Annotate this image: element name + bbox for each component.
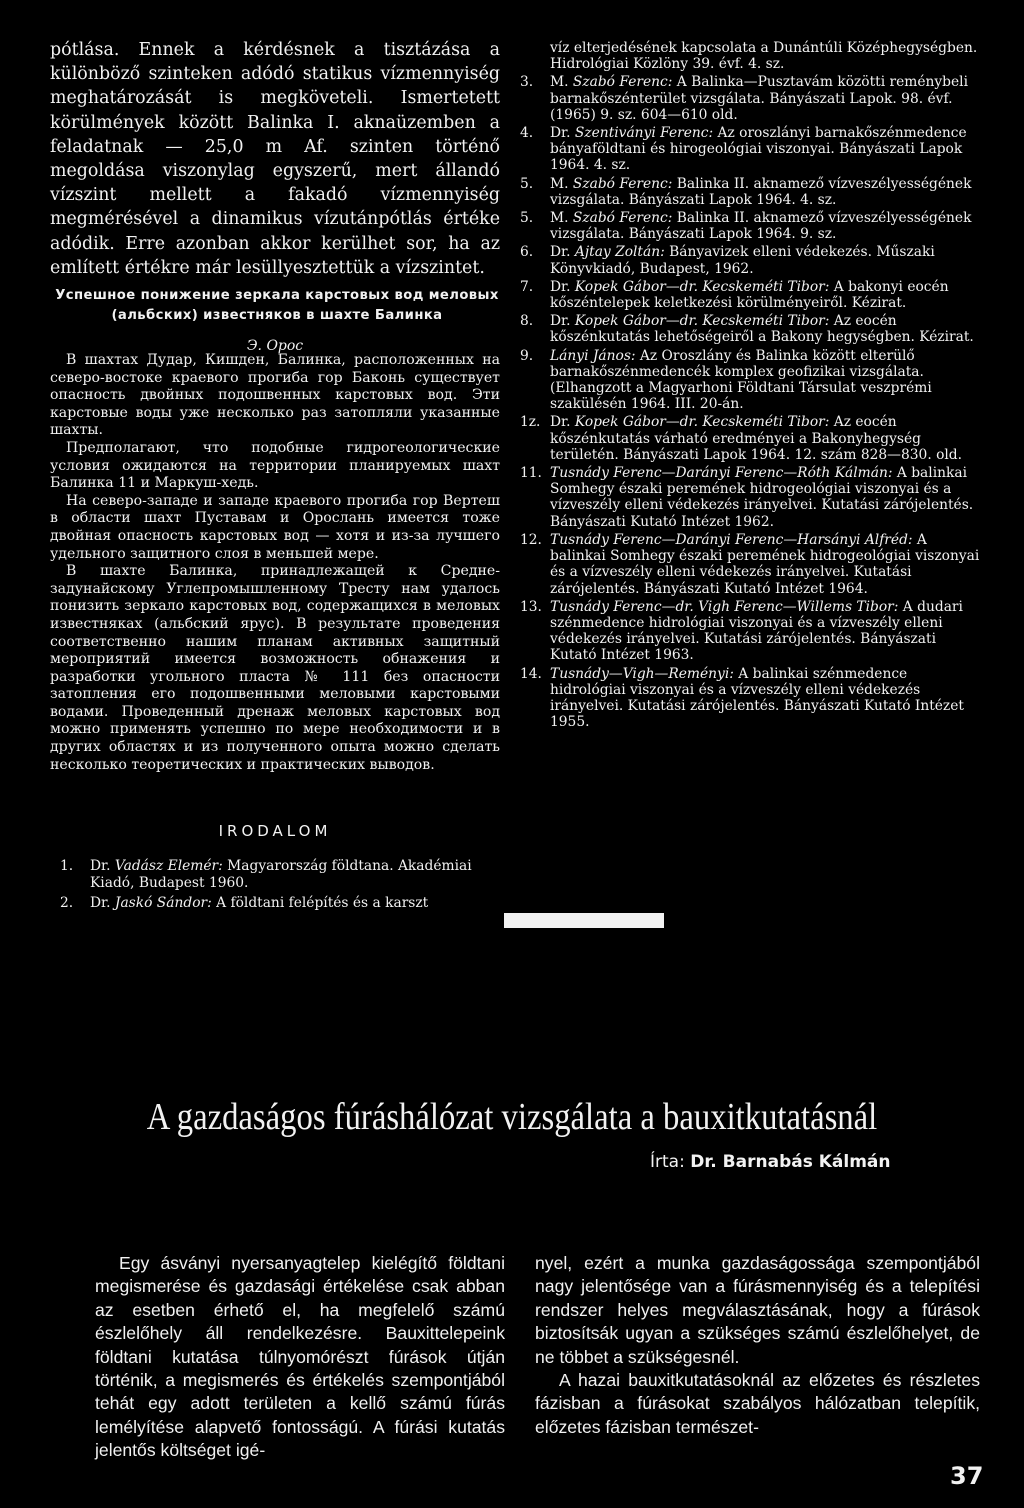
reference-author: Szabó Ferenc:: [572, 74, 673, 91]
reference-text: [550, 532, 980, 597]
references-heading: IRODALOM: [218, 822, 332, 840]
reference-number: 1.: [60, 858, 74, 874]
reference-item: [520, 465, 980, 530]
author-name: Dr. Barnabás Kálmán: [690, 1152, 891, 1172]
reference-item: [520, 74, 980, 123]
reference-author: Lányi János:: [550, 347, 636, 364]
reference-text: [550, 210, 980, 242]
reference-author: Tusnády Ferenc—dr. Vigh Ferenc—Willems Tibor:: [550, 598, 899, 615]
reference-item: [520, 532, 980, 597]
paragraph: В шахтах Дудар, Кишден, Балинка, расположенных на северо-востоке краевого прогиба гор Баконь существует опасность двойных подошвенных карстовых вод. Эти карстовые воды уже несколько раз затопляли указанные шахты.: [50, 352, 500, 439]
reference-text: [90, 858, 510, 893]
reference-text: [550, 348, 980, 413]
reference-prefix: Dr.: [550, 125, 575, 142]
reference-item: [520, 666, 980, 731]
reference-title: A földtani felépítés és a karszt: [211, 894, 429, 911]
reference-item: [520, 313, 980, 345]
continued-text-left: [50, 38, 500, 280]
reference-title: Az eocén kőszénkutatás lehetőségeiről a Bakony hegységben. Kézirat.: [550, 313, 974, 346]
reference-prefix: M.: [550, 210, 573, 227]
reference-author: Kopek Gábor—dr. Kecskeméti Tibor:: [574, 278, 830, 295]
page-number: 37: [950, 1462, 984, 1490]
reference-prefix: Dr.: [550, 278, 575, 295]
reference-item: [520, 348, 980, 413]
reference-text: [550, 313, 980, 345]
reference-item: [60, 895, 510, 912]
reference-title: A Balinka—Pusztavám közötti reménybeli barnakőszénterület vizsgálata. Bányászati Lapok. 98. évf. (1965) 9. sz. 604—610 old.: [550, 74, 968, 123]
reference-text: [550, 465, 980, 530]
reference-number: 5.: [520, 175, 534, 192]
reference-title: A bakonyi eocén kőszéntelepek keletkezési körülményeiről. Kézirat.: [550, 278, 949, 312]
article-column-left: [95, 1252, 505, 1463]
reference-author: Tusnády—Vigh—Reményi:: [550, 665, 734, 682]
reference-prefix: Dr.: [90, 894, 115, 911]
reference-author: Vadász Elemér:: [114, 858, 223, 874]
reference-author: Szabó Ferenc:: [572, 210, 673, 227]
divider-bar: [504, 913, 664, 928]
reference-item: [520, 125, 980, 174]
reference-number: 5.: [520, 210, 534, 227]
paragraph: На северо-западе и западе краевого прогиба гор Вертеш в области шахт Пуставам и Орослань имеется тоже двойная опасность карстовых вод — хотя и из-за лучшего удельного защитного слоя в меньшей мере.: [50, 492, 500, 562]
byline-label: Írta:: [650, 1152, 685, 1172]
reference-title: Bányavizek elleni védekezés. Műszaki Könyvkiadó, Budapest, 1962.: [550, 244, 935, 277]
reference-item: [520, 210, 980, 242]
reference-prefix: M.: [550, 175, 573, 192]
reference-number: 11.: [520, 465, 542, 482]
paragraph: nyel, ezért a munka gazdaságossága szempontjából nagy jelentősége van a fúrásmennyiség és a telepítési rendszer helyes megválasztásának, hogy a fúrások biztosítsák ugyan a szükséges számú észlelőhelyet, de ne többet a szükségesnél.: [535, 1253, 980, 1367]
reference-number: 12.: [520, 531, 542, 548]
reference-author: Jaskó Sándor:: [114, 894, 212, 911]
reference-number: [520, 40, 550, 72]
reference-number: 1z.: [520, 414, 541, 431]
references-list-left: [60, 858, 510, 914]
reference-text: [550, 279, 980, 311]
reference-number: 3.: [520, 74, 534, 91]
reference-title: Magyarország földtana. Akadémiai Kiadó, Budapest 1960.: [90, 858, 472, 892]
reference-title: A dudari szénmedence hidrológiai viszonyai és a vízveszély elleni védekezés irányelvei. Kutatási zárójelentés. Bányászati Kutató Intézet 1963.: [550, 598, 963, 664]
reference-text: [550, 244, 980, 276]
reference-number: 13.: [520, 598, 542, 615]
paragraph: A hazai bauxitkutatásoknál az előzetes és részletes fázisban a fúrásokat szabályos hálózatban telepítik, előzetes fázisban természet-: [535, 1370, 980, 1437]
reference-title: A balinkai Somhegy északi peremének hidrogeológiai viszonyai és a vízveszély elleni védekezés irányelvei. Kutatási zárójelentés. Bányászati Kutató Intézet 1964.: [550, 531, 980, 597]
reference-number: 4.: [520, 125, 534, 142]
reference-author: Kopek Gábor—dr. Kecskeméti Tibor:: [574, 313, 830, 330]
reference-author: Szabó Ferenc:: [572, 175, 673, 192]
reference-title: víz elterjedésének kapcsolata a Dunántúli Középhegységben. Hidrológiai Közlöny 39. évf. 4. sz.: [550, 40, 978, 73]
reference-text: [550, 40, 980, 72]
reference-title: Balinka II. aknamező vízveszélyességének vizsgálata. Bányászati Lapok 1964. 4. sz.: [550, 175, 972, 208]
reference-text: [550, 176, 980, 208]
reference-item: [520, 244, 980, 276]
reference-author: Tusnády Ferenc—Darányi Ferenc—Róth Kálmán:: [550, 465, 893, 482]
reference-text: [550, 666, 980, 731]
reference-number: 6.: [520, 244, 534, 261]
reference-title: A balinkai szénmedence hidrológiai viszonyai és a vízveszély elleni védekezés irányelvei. Kutatási zárójelentés. Bányászati Kutató Intézet 1955.: [550, 665, 964, 731]
article-column-right: [535, 1252, 980, 1439]
reference-title: A balinkai Somhegy északi peremének hidrogeológiai viszonyai és a vízveszély elleni védekezés irányelvei. Kutatási zárójelentés. Bányászati Kutató Intézet 1962.: [550, 465, 974, 530]
reference-text: [550, 414, 980, 463]
reference-item: [520, 279, 980, 311]
reference-author: Kopek Gábor—dr. Kecskeméti Tibor:: [574, 414, 830, 431]
article-title: A gazdaságos fúráshálózat vizsgálata a bauxitkutatásnál: [146, 1096, 878, 1138]
byline: [650, 1152, 891, 1172]
reference-text: [550, 74, 980, 123]
reference-item: [520, 599, 980, 664]
reference-item: [60, 858, 510, 893]
reference-text: [550, 599, 980, 664]
reference-text: [550, 125, 980, 174]
paragraph: В шахте Балинка, принадлежащей к Средне-задунайскому Углепромышленному Тресту нам удалось понизить зеркало карстовых вод, содержащихся в меловых известняках (альбский ярус). В результате проведения соответственно нашим планам активных защитный мероприятий имеется возможность обнажения и разработки угольного пласта № 111 без опасности затопления его подошвенными меловыми карстовыми водами. Проведенный дренаж меловых карстовых вод можно применять успешно по мере необходимости и в других областях и из полученного опыта можно сделать несколько теоретических и практических выводов.: [50, 563, 500, 773]
reference-title: Balinka II. aknamező vízveszélyességének vizsgálata. Bányászati Lapok 1964. 9. sz.: [550, 210, 972, 243]
reference-prefix: M.: [550, 74, 573, 91]
reference-prefix: Dr.: [550, 414, 575, 431]
paragraph: Предполагают, что подобные гидрогеологические условия ожидаются на территории планируемых шахт Балинка 11 и Маркуш-хедь.: [50, 439, 500, 492]
reference-author: Ajtay Zoltán:: [574, 244, 665, 261]
reference-number: 7.: [520, 278, 534, 295]
references-list-right: [520, 40, 980, 732]
reference-author: Szentiványi Ferenc:: [574, 125, 714, 142]
russian-summary-author: Э. Орос: [246, 338, 304, 354]
reference-number: 9.: [520, 347, 534, 364]
paragraph: pótlása. Ennek a kérdésnek a tisztázása a különböző szinteken adódó statikus vízmennyiség meghatározását is megköveteli. Ismertetett körülmények között Balinka I. aknaüzemben a feladatnak — 25,0 m Af. szinten történő megoldása viszonylag egyszerű, mert állandó vízszint mellett a fakadó vízmennyiség megmérésével a dinamikus vízutánpótlás értéke adódik. Erre azonban akkor kerülhet sor, ha az említett értékre már lesüllyesztettük a vízszintet.: [50, 40, 500, 278]
reference-number: 2.: [60, 894, 74, 911]
reference-title: Az oroszlányi barnakőszénmedence bányaföldtani és hirogeológiai viszonyai. Bányászati Lapok 1964. 4. sz.: [550, 125, 967, 174]
reference-prefix: Dr.: [550, 244, 575, 261]
reference-title: Az Oroszlány és Balinka között elterülő barnakőszénmedencék komplex geofizikai vizsgálata. (Elhangzott a Magyarhoni Földtani Társulat veszprémi szakülésén 1964. III. 20-án.: [550, 347, 932, 413]
reference-number: 14.: [520, 665, 542, 682]
russian-summary-body: [50, 352, 500, 774]
reference-prefix: Dr.: [90, 858, 115, 874]
reference-item: [520, 40, 980, 72]
paragraph: Egy ásványi nyersanyagtelep kielégítő földtani megismerése és gazdasági értékelése csak abban az esetben érhető el, ha megfelelő számú észlelőhely áll rendelkezésre. Bauxittelepeink földtani kutatása túlnyomórészt fúrások útján történik, a megismerés és értékelés szempontjából tehát egy adott területen a kellő számú fúrás lemélyítése alapvető fontosságú. A fúrási kutatás jelentős költséget igé-: [95, 1253, 505, 1461]
reference-text: [90, 895, 510, 912]
reference-item: [520, 414, 980, 463]
reference-title: Az eocén kőszénkutatás várható eredményei a Bakonyhegység területén. Bányászati Lapok 1964. 12. szám 828—830. old.: [550, 414, 963, 463]
reference-item: [520, 176, 980, 208]
reference-prefix: Dr.: [550, 313, 575, 330]
russian-summary-title: Успешное понижение зеркала карстовых вод меловых (альбских) известняков в шахте Балинка: [55, 288, 499, 323]
reference-number: 8.: [520, 313, 534, 330]
reference-author: Tusnády Ferenc—Darányi Ferenc—Harsányi Alfréd:: [550, 531, 913, 548]
